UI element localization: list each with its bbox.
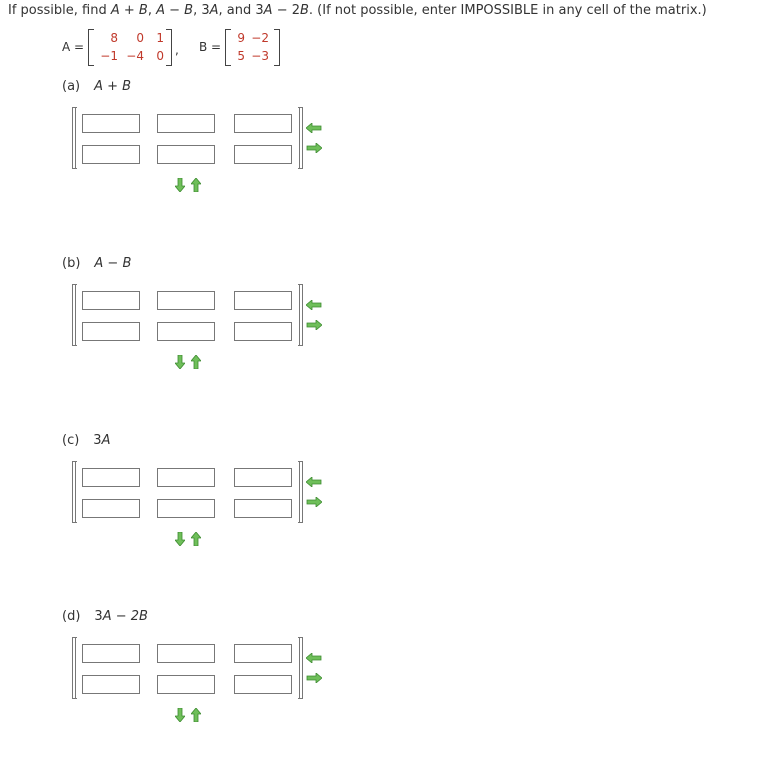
matrix-cell-input-r1c3[interactable] — [234, 114, 292, 133]
question-sep-3: , and 3 — [218, 3, 264, 18]
matrix-cell-input-r2c1[interactable] — [82, 675, 140, 694]
part-expression: A − B — [94, 256, 132, 271]
question-sep-1: , — [147, 3, 157, 18]
matrix-a-trailing-comma: , — [175, 43, 179, 57]
matrix-a — [88, 29, 172, 66]
matrix-right-bracket — [298, 107, 303, 169]
part-expression: A + B — [94, 79, 132, 94]
arrow-left-icon[interactable] — [306, 300, 322, 310]
matrix-a-label: A = — [62, 40, 85, 54]
matrix-cell-input-r1c2[interactable] — [157, 291, 215, 310]
part-label — [62, 609, 148, 624]
matrix-cell-input-r2c2[interactable] — [157, 675, 215, 694]
matrix-cell-input-r1c1[interactable] — [82, 114, 140, 133]
matrix-cell-input-r1c1[interactable] — [82, 468, 140, 487]
question-expr-4: A — [263, 3, 273, 18]
matrix-b-right-bracket — [274, 29, 280, 66]
matrix-a-cell: −1 — [100, 49, 118, 63]
matrix-cell-input-r2c1[interactable] — [82, 322, 140, 341]
answer-matrix — [72, 107, 316, 169]
matrix-cell-input-r2c2[interactable] — [157, 499, 215, 518]
matrix-a-cell: 0 — [156, 49, 164, 63]
matrix-b-cell: 9 — [237, 31, 245, 45]
matrix-b-cell: 5 — [237, 49, 245, 63]
matrix-a-cell: 8 — [110, 31, 118, 45]
matrix-right-bracket — [298, 461, 303, 523]
matrix-cell-input-r1c1[interactable] — [82, 644, 140, 663]
part-letter: (d) — [62, 609, 81, 624]
matrix-a-cell: 0 — [136, 31, 144, 45]
matrix-cell-input-r2c1[interactable] — [82, 499, 140, 518]
matrix-b-cell: −3 — [251, 49, 269, 63]
part-label — [62, 433, 110, 448]
question-expr-5: B — [300, 3, 309, 18]
arrow-right-icon[interactable] — [306, 673, 322, 683]
arrow-left-icon[interactable] — [306, 477, 322, 487]
part-d — [0, 609, 774, 759]
part-a — [0, 79, 774, 229]
arrow-up-icon[interactable] — [191, 178, 201, 192]
matrix-cell-input-r1c3[interactable] — [234, 468, 292, 487]
matrix-cell-input-r1c2[interactable] — [157, 644, 215, 663]
matrix-a-right-bracket — [166, 29, 172, 66]
answer-matrix — [72, 637, 316, 699]
question-prefix: If possible, find — [8, 3, 111, 18]
matrix-left-bracket — [72, 107, 77, 169]
matrix-cell-input-r2c1[interactable] — [82, 145, 140, 164]
part-expression: A — [101, 433, 111, 448]
matrix-right-bracket — [298, 284, 303, 346]
matrix-left-bracket — [72, 284, 77, 346]
matrix-cell-input-r1c2[interactable] — [157, 468, 215, 487]
part-expression-prefix: 3 — [93, 433, 102, 448]
matrix-cell-input-r2c2[interactable] — [157, 322, 215, 341]
matrix-cell-input-r1c1[interactable] — [82, 291, 140, 310]
matrix-b — [225, 29, 280, 66]
answer-matrix — [72, 461, 316, 523]
matrix-cell-input-r2c3[interactable] — [234, 145, 292, 164]
arrow-up-icon[interactable] — [191, 532, 201, 546]
arrow-up-icon[interactable] — [191, 355, 201, 369]
question-suffix: . (If not possible, enter IMPOSSIBLE in any cell of the matrix.) — [308, 3, 707, 18]
part-expression-prefix: 3 — [94, 609, 103, 624]
matrix-cell-input-r2c3[interactable] — [234, 322, 292, 341]
matrix-b-cell: −2 — [251, 31, 269, 45]
part-expression: A − 2B — [102, 609, 148, 624]
matrix-left-bracket — [72, 461, 77, 523]
matrix-a-cell: 1 — [156, 31, 164, 45]
part-label — [62, 79, 131, 94]
part-letter: (a) — [62, 79, 81, 94]
part-letter: (c) — [62, 433, 80, 448]
question-sep-2: , 3 — [193, 3, 210, 18]
matrix-b-label: B = — [199, 40, 222, 54]
part-label — [62, 256, 131, 271]
question-expr-1: A + B — [110, 3, 148, 18]
matrix-cell-input-r2c3[interactable] — [234, 675, 292, 694]
given-matrices — [0, 29, 300, 69]
arrow-right-icon[interactable] — [306, 143, 322, 153]
part-letter: (b) — [62, 256, 81, 271]
question-text — [8, 3, 707, 18]
question-sep-4: − 2 — [272, 3, 300, 18]
arrow-left-icon[interactable] — [306, 653, 322, 663]
matrix-cell-input-r1c2[interactable] — [157, 114, 215, 133]
matrix-a-left-bracket — [88, 29, 94, 66]
matrix-cell-input-r1c3[interactable] — [234, 291, 292, 310]
arrow-right-icon[interactable] — [306, 497, 322, 507]
part-b — [0, 256, 774, 406]
part-c — [0, 433, 774, 583]
arrow-right-icon[interactable] — [306, 320, 322, 330]
matrix-a-cell: −4 — [126, 49, 144, 63]
answer-matrix — [72, 284, 316, 346]
question-expr-2: A − B — [156, 3, 194, 18]
arrow-up-icon[interactable] — [191, 708, 201, 722]
arrow-down-icon[interactable] — [175, 532, 185, 546]
arrow-down-icon[interactable] — [175, 355, 185, 369]
matrix-cell-input-r2c2[interactable] — [157, 145, 215, 164]
matrix-left-bracket — [72, 637, 77, 699]
matrix-cell-input-r1c3[interactable] — [234, 644, 292, 663]
arrow-down-icon[interactable] — [175, 178, 185, 192]
matrix-right-bracket — [298, 637, 303, 699]
question-expr-3: A — [209, 3, 219, 18]
arrow-left-icon[interactable] — [306, 123, 322, 133]
matrix-cell-input-r2c3[interactable] — [234, 499, 292, 518]
arrow-down-icon[interactable] — [175, 708, 185, 722]
